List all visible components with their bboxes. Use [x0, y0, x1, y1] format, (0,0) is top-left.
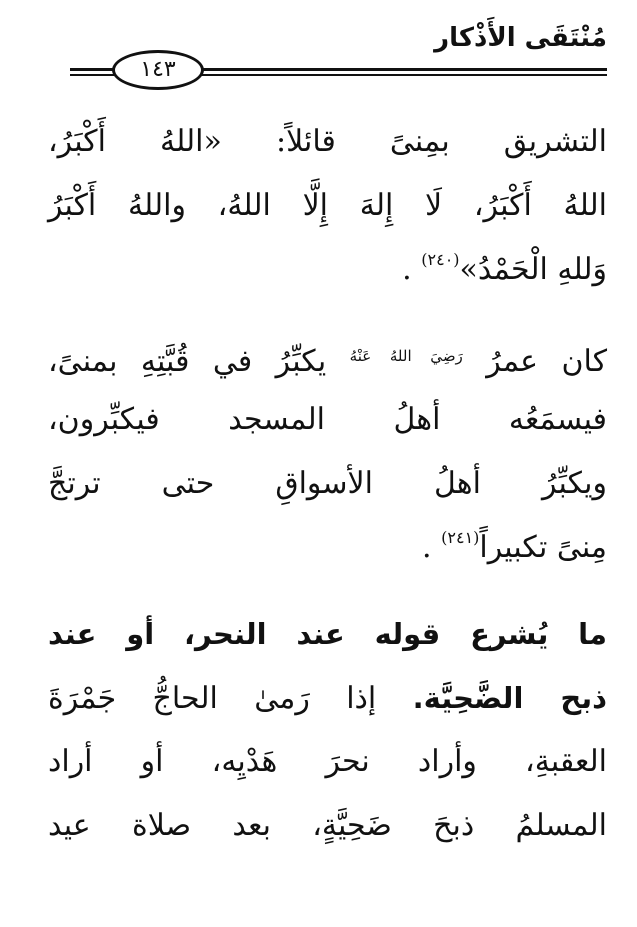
- text-line: [48, 324, 607, 388]
- page-number: ١٤٣: [140, 57, 176, 82]
- section-heading-line: [48, 602, 607, 666]
- footnote-ref: (٢٤١): [441, 528, 480, 547]
- line-text: كان عمرُ: [486, 344, 607, 379]
- text-line: [48, 666, 607, 730]
- section-heading: ذبح الضَّحِيَّة.: [412, 681, 607, 715]
- text-line: [48, 516, 607, 580]
- line-end: .: [402, 252, 412, 287]
- section-heading: ما يُشرع قوله عند النحر، أو عند: [48, 617, 607, 651]
- text-line: [48, 174, 607, 238]
- text-line: [48, 388, 607, 452]
- footnote-ref: (٢٤٠): [421, 250, 460, 269]
- paragraph-gap: [48, 580, 607, 602]
- line-text: إذا رَمىٰ الحاجُّ جَمْرَةَ: [48, 681, 377, 716]
- line-end: .: [422, 530, 432, 565]
- line-text: اللهُ أَكْبَرُ، لَا إِلهَ إِلَّا اللهُ، واللهُ أَكْبَرُ: [48, 188, 607, 223]
- line-text: فيسمَعُه أهلُ المسجد فيكبِّرون،: [48, 402, 607, 437]
- text-line: [48, 452, 607, 516]
- line-text: مِنىً تكبيراً: [479, 530, 607, 565]
- line-text: وَللهِ الْحَمْدُ»: [459, 252, 607, 287]
- honorific-ligature: رَضِيَ اللهُ عَنْهُ: [349, 347, 463, 365]
- line-text: العقبةِ، وأراد نحرَ هَدْيِه، أو أراد: [48, 744, 607, 779]
- page-number-badge: [112, 50, 204, 90]
- paragraph-gap: [48, 302, 607, 324]
- body-text: [48, 110, 607, 858]
- line-text: التشريق بمِنىً قائلاً: «اللهُ أَكْبَرُ،: [48, 124, 607, 159]
- text-line: [48, 238, 607, 302]
- line-text: يكبِّرُ في قُبَّتِهِ بمنىً،: [48, 344, 327, 379]
- text-line: [48, 110, 607, 174]
- text-line: [48, 794, 607, 858]
- line-text: ويكبِّرُ أهلُ الأسواقِ حتى ترتجَّ: [48, 466, 607, 501]
- line-text: المسلمُ ذبحَ ضَحِيَّةٍ، بعد صلاة عيد: [48, 808, 607, 843]
- book-title: مُنْتَقَى الأَذْكار: [434, 23, 607, 53]
- text-line: [48, 730, 607, 794]
